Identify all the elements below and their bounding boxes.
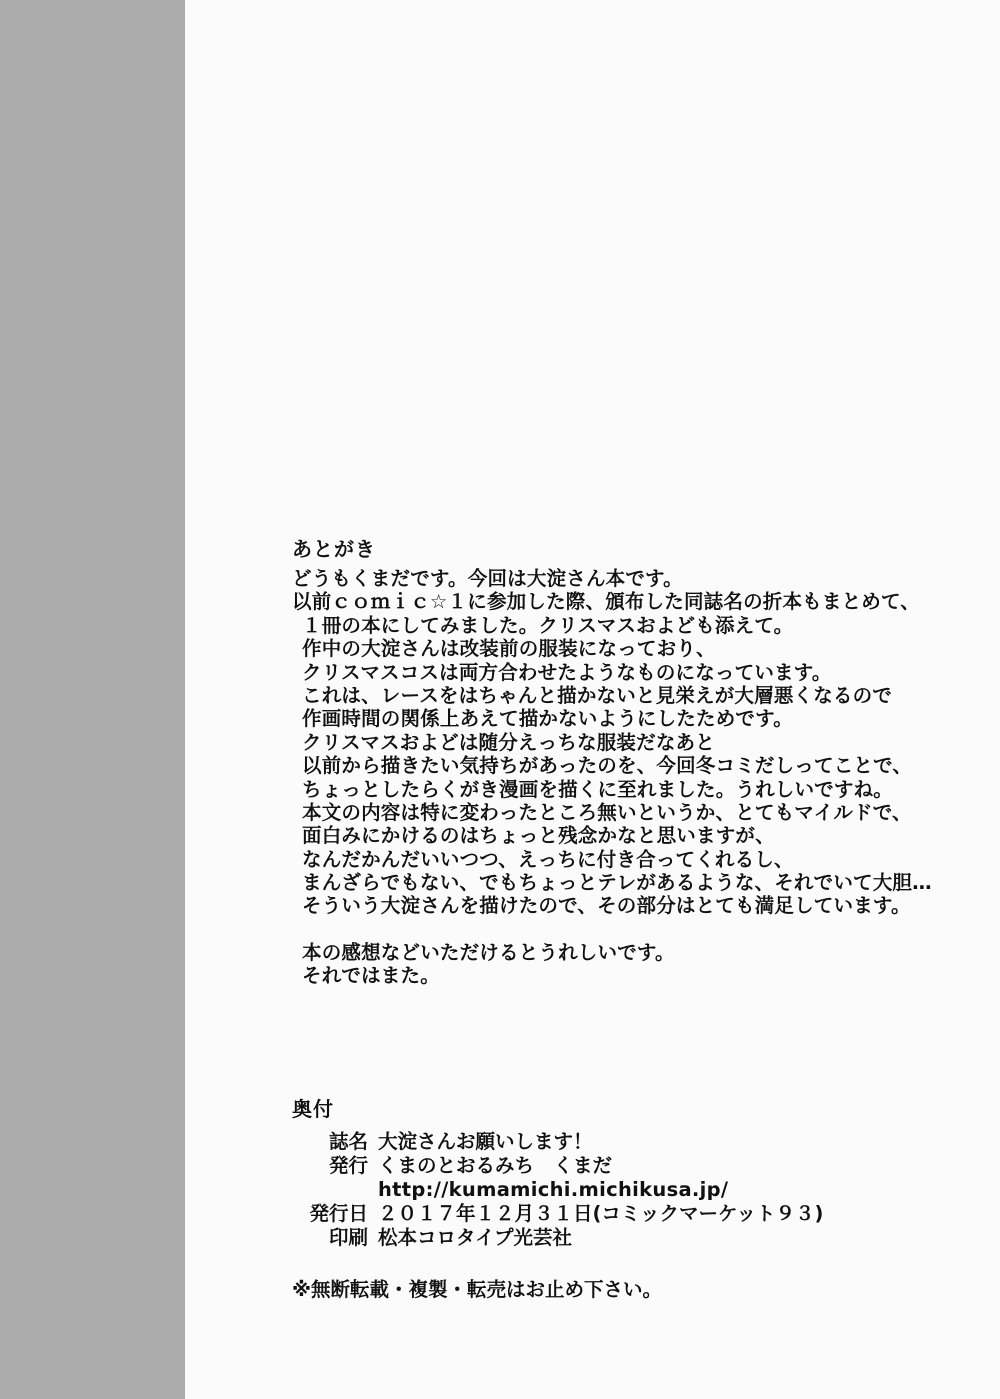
publisher-label: 発行 (328, 1154, 368, 1177)
colophon-row-url (290, 1178, 950, 1202)
colophon-table (290, 1130, 950, 1250)
afterword-line: クリスマスおよどは随分えっちな服装だなあと (302, 730, 715, 754)
title-label: 誌名 (328, 1130, 368, 1153)
afterword-closing-line: それではまた。 (302, 964, 440, 988)
afterword-line: そういう大淀さんを描けたので、その部分はとても満足しています。 (302, 894, 911, 918)
afterword-line: まんざらでもない、でもちょっとテレがあるような、それでいて大胆… (302, 871, 932, 895)
title-value: 大淀さんお願いします！ (378, 1130, 593, 1153)
afterword-body (292, 567, 932, 988)
afterword-line: 本文の内容は特に変わったところ無いというか、とてもマイルドで、 (302, 800, 912, 824)
afterword-line: クリスマスコスは両方合わせたようなものになっています。 (302, 660, 832, 684)
afterword-line: なんだかんだいいつつ、えっちに付き合ってくれるし、 (302, 847, 794, 871)
afterword-line: 以前ｃｏｍｉｃ☆１に参加した際、頒布した同誌名の折本もまとめて、 (292, 590, 920, 614)
publisher-value: くまのとおるみち くまだ (378, 1154, 613, 1177)
afterword-line: ちょっとしたらくがき漫画を描くに至れました。うれしいですね。 (302, 777, 894, 801)
afterword-line: 作画時間の関係上あえて描かないようにしたためです。 (302, 707, 793, 731)
printer-label: 印刷 (328, 1226, 368, 1249)
afterword-closing-line: 本の感想などいただけるとうれしいです。 (302, 940, 675, 964)
date-label: 発行日 (309, 1202, 368, 1225)
copyright-notice: ※無断転載・複製・転売はお止め下さい。 (292, 1278, 662, 1301)
colophon-row-date (290, 1202, 950, 1226)
afterword-line: 作中の大淀さんは改装前の服装になっており、 (302, 637, 716, 661)
date-value: ２０１７年１２月３１日(コミックマーケット９３) (378, 1202, 824, 1225)
side-gray-band (0, 0, 185, 1399)
colophon-row-publisher (290, 1154, 950, 1178)
publisher-url: http://kumamichi.michikusa.jp/ (378, 1178, 729, 1201)
afterword-line: 面白みにかけるのはちょっと残念かなと思いますが、 (302, 824, 775, 848)
afterword-line: 以前から描きたい気持ちがあったのを、今回冬コミだしってことで、 (302, 754, 913, 778)
afterword-line: どうもくまだです。今回は大淀さん本です。 (292, 567, 683, 590)
afterword-line: １冊の本にしてみました。クリスマスおよども添えて。 (302, 613, 794, 637)
afterword-heading: あとがき (292, 537, 376, 561)
printer-value: 松本コロタイプ光芸社 (378, 1226, 573, 1249)
colophon-row-printer (290, 1226, 950, 1250)
colophon-heading: 奥付 (292, 1097, 334, 1121)
colophon-row-title (290, 1130, 950, 1154)
afterword-line: これは、レースをはちゃんと描かないと見栄えが大層悪くなるので (302, 683, 893, 707)
